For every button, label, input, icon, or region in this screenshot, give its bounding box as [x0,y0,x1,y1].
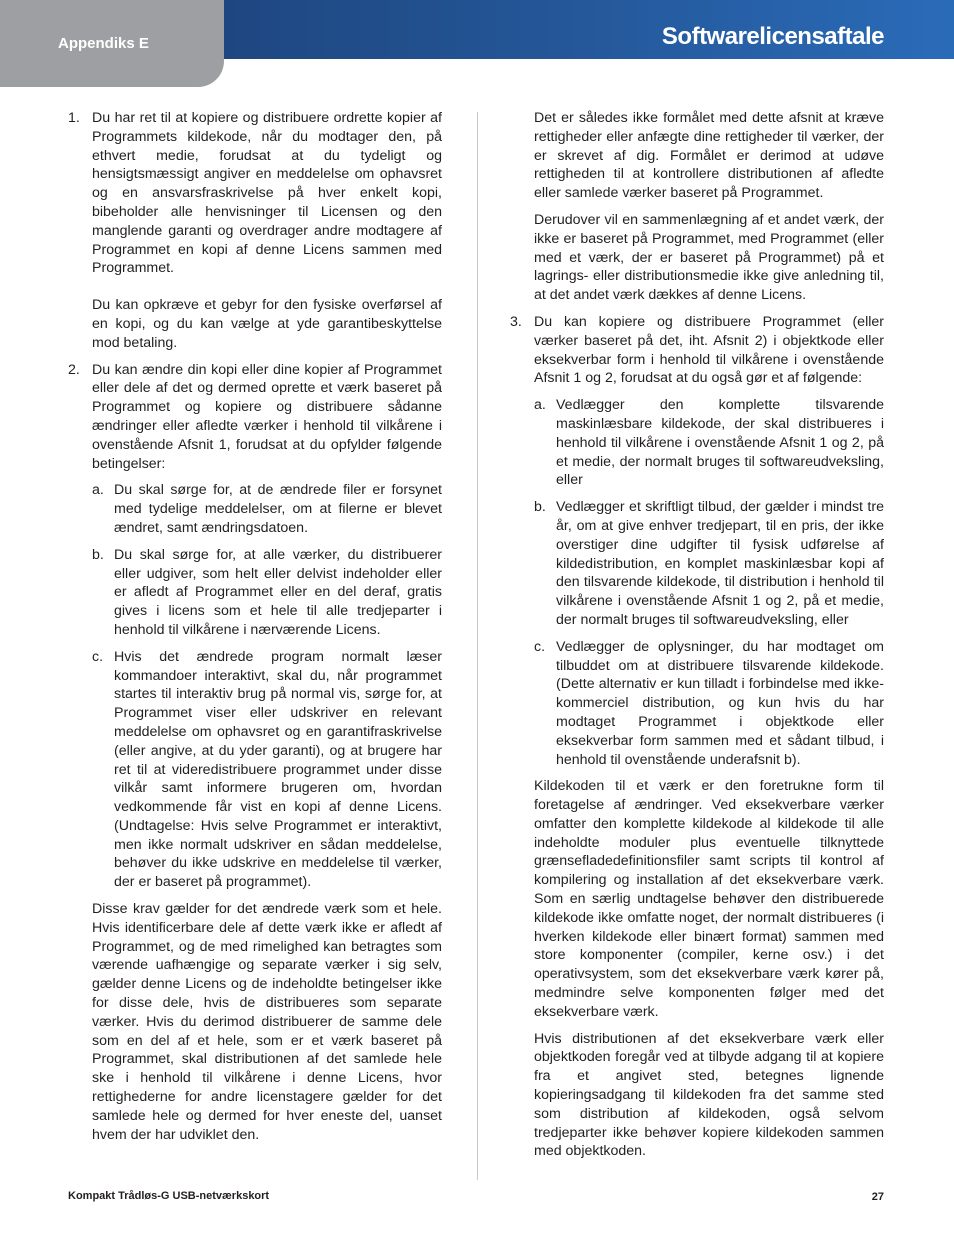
sub-item-a [92,481,442,537]
sub-item-letter: b. [92,546,104,563]
paragraph: Du kan kopiere og distribuere Programmet (eller værker baseret på det, iht. Afsnit 2) i objektkode eller eksekverbar form i henhold til vilkårene i ovenstående Afsnit 1 og 2, forudsat at du også gør et af følgende: [534,313,884,387]
sub-item-c [534,638,884,770]
sub-item-text: Vedlægger et skriftligt tilbud, der gælder i mindst tre år, om at give enhver tredjepart, til en pris, der ikke overstiger dine udgifter til fysisk udførelse af kildedistribution, en komplet maskinlæsbar kopi af den tilsvarende kildekode, til distribution i henhold til vilkårene i ovenstående Afsnit 1 og 2, på et medie, der normalt bruges til softwareudveksling, eller [556,499,884,628]
section-tab [0,0,224,87]
right-column [510,109,884,1169]
paragraph: Hvis distributionen af det eksekverbare værk eller objektkoden foregår ved at tilbyde adgang til at kopiere fra et angivet sted, betegnes lignende kopieringsadgang til kildekoden fra det samme sted som distribution af kildekoden, også selvom tredjeparter ikke behøver kopiere kildekoden sammen med objektkoden. [534,1030,884,1160]
page-number: 27 [871,1191,884,1203]
sub-item-text: Du skal sørge for, at alle værker, du distribuerer eller udgiver, som helt eller delvist indeholder eller er afledt af Programmet eller en del deraf, gratis gives i licens som et hele til alle tredjeparter i henhold til vilkårene i nærværende Licens. [114,546,442,638]
paragraph: Du har ret til at kopiere og distribuere ordrette kopier af Programmets kildekode, når du modtager den, på ethvert medie, forudsat at du tydeligt og hensigtsmæssigt angiver en meddelelse om ophavsret og en ansvarsfraskrivelse på hver enkelt kopi, bibeholder alle henvisninger til Licensen og den manglende garanti og overdrager andre modtagere af Programmet en kopi af denne Licens sammen med Programmet. [92,110,442,277]
sub-item-a [534,396,884,490]
list-item-2 [68,361,442,1145]
column-divider [477,112,478,1180]
sub-item-letter: c. [534,638,546,655]
paragraph: Disse krav gælder for det ændrede værk som et hele. Hvis identificerbare dele af dette værk ikke er afledt af Programmet, og de med rimelighed kan betragtes som værende uafhængige og separate værker i sig selv, gælder denne Licens og de indeholdte betingelser ikke for disse dele, hvis de distribueres som separate værker. Hvis du derimod distribuerer de samme dele som en del af et hele, som er et værk baseret på Programmet, skal distributionen af det samlede hele ske i henhold til vilkårene i denne Licens, hvor rettighederne for andre licenstagere gælder for det samlede hele og dermed for hver eneste del, uanset hvem der har udviklet den. [92,901,442,1143]
footer-product-name: Kompakt Trådløs-G USB-netværkskort [68,1190,270,1202]
sub-item-letter: a. [534,397,546,414]
list-item-3 [510,313,884,1161]
paragraph: Kildekoden til et værk er den foretrukne form til foretagelse af ændringer. Ved eksekverbare værker omfatter den komplette kildekode al kildekode til alle indeholdte moduler plus eventuelle tilknyttede grænsefladedefinitionsfiler samt scripts til kontrol af kompilering og installation af det eksekverbare værk. Som en særlig undtagelse behøver den distribuerede kildekode ikke omfatte noget, der normalt distribueres (i hverken kildekode eller binært format) sammen med store komponenter (compiler, kerne osv.) i det operativsystem, som det eksekverbare værk kører på, medmindre selve komponenten følger med det eksekverbare værk. [534,778,884,1020]
paragraph: Du kan ændre din kopi eller dine kopier af Programmet eller dele af det og dermed oprette et værk baseret på Programmet og kopiere og distribuere sådanne ændringer eller afledte værker i henhold til vilkårene i ovenstående Afsnit 1, forudsat at du opfylder følgende betingelser: [92,361,442,472]
sub-item-b [92,546,442,640]
list-number: 2. [68,361,80,378]
page-title: Softwarelicensaftale [661,23,884,50]
sub-item-text: Du skal sørge for, at de ændrede filer er forsynet med tydelige meddelelser, om at filerne er blevet ændret, samt ændringsdatoen. [114,482,442,536]
list-number: 3. [510,313,522,330]
paragraph: Du kan opkræve et gebyr for den fysiske overførsel af en kopi, og du kan vælge at yde garantibeskyttelse mod betaling. [92,297,442,351]
list-number: 1. [68,110,80,126]
section-label: Appendiks E [58,35,149,52]
left-column [68,109,442,1152]
list-item-1 [68,109,442,353]
sub-item-c [92,648,442,892]
sub-item-b [534,498,884,630]
sub-item-letter: a. [92,482,104,499]
paragraph: Det er således ikke formålet med dette afsnit at kræve rettigheder eller anfægte dine rettigheder til værker, der er skrevet af dig. Formålet er derimod at udøve rettigheden til at kontrollere distributionen af afledte eller samlede værker baseret på Programmet. [534,110,884,202]
sub-item-text: Vedlægger de oplysninger, du har modtaget om tilbuddet om at distribuere tilsvarende kildekode. (Dette alternativ er kun tilladt i forbindelse med ikke-kommerciel distribution, og kun hvis du har modtaget Programmet i objektkode eller eksekverbar form sammen med et sådant tilbud, i henhold til ovenstående underafsnit b). [556,638,884,768]
paragraph: Derudover vil en sammenlægning af et andet værk, der ikke er baseret på Programmet, med Programmet (eller med et værk, der er baseret på Programmet) på et lagrings- eller distributionsmedie ikke give anledning til, at det andet værk dækkes af denne Licens. [534,211,884,304]
sub-item-letter: b. [534,499,546,516]
sub-item-text: Hvis det ændrede program normalt læser kommandoer interaktivt, skal du, når programmet startes til interaktiv brug på normal vis, sørge for, at Programmet viser eller udskriver en relevant meddelelse om ophavsret og en garantifraskrivelse (eller angive, at du yder garanti), og at brugere har ret til at videredistribuere programmet under disse vilkår samt informere brugeren om, hvordan vedkommende får vist en kopi af denne Licens. (Undtagelse: Hvis selve Programmet er interaktivt, men ikke normalt udskriver en sådan meddelelse, behøver du ikke udskrive en meddelelse til værker, der er baseret på programmet). [114,648,442,891]
sub-item-text: Vedlægger den komplette tilsvarende maskinlæsbare kildekode, der skal distribueres i henhold til vilkårene i ovenstående Afsnit 1 og 2, på et medie, der normalt bruges til softwareudveksling, eller [556,397,884,489]
sub-item-letter: c. [92,648,104,665]
